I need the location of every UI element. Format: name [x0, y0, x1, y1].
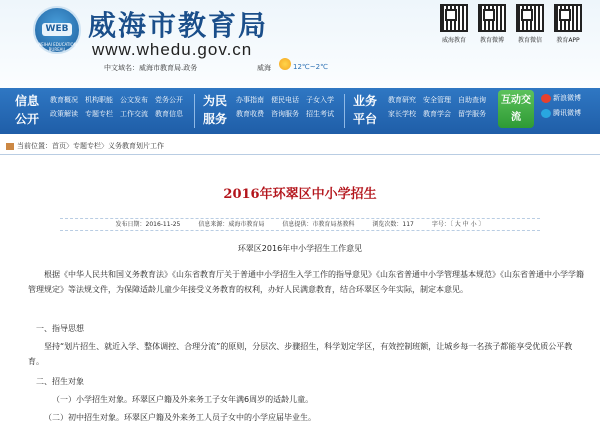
tencent-weibo-icon	[541, 109, 551, 118]
article-paragraph: （一）小学招生对象。环翠区户籍及外来务工子女年满6周岁的适龄儿童。	[52, 395, 314, 404]
breadcrumb-item-current[interactable]: 义务教育划片工作	[108, 142, 164, 150]
nav-link[interactable]: 专题专栏	[85, 110, 113, 118]
nav-link[interactable]: 教育收费	[236, 110, 264, 118]
weather-temp: 12℃~2℃	[293, 63, 328, 71]
nav-link[interactable]: 教育研究	[388, 96, 416, 104]
article-paragraph: （二）初中招生对象。环翠区户籍及外来务工人员子女中的小学应届毕业生。	[44, 413, 316, 422]
sina-weibo-icon	[541, 94, 551, 103]
qr-code-icon[interactable]	[478, 4, 506, 32]
nav-link[interactable]: 机构职能	[85, 96, 113, 104]
sina-weibo-label: 新浪微博	[553, 94, 581, 102]
nav-link[interactable]: 家长学校	[388, 110, 416, 118]
logo-ring-text: WEIHAI EDUCATION BUREAU	[37, 42, 77, 52]
qr-label: 教育APP	[556, 37, 580, 44]
breadcrumb-divider	[0, 154, 600, 155]
site-name[interactable]: 威海市教育局	[88, 9, 269, 42]
interact-button[interactable]: 互动交流	[498, 90, 534, 128]
domain-value: 威海市教育局.政务	[139, 64, 198, 72]
weather-city: 威海	[257, 64, 271, 72]
qr-label: 教育微信	[517, 37, 542, 44]
qr-code-icon[interactable]	[554, 4, 582, 32]
nav-link[interactable]: 公文发布	[120, 96, 148, 104]
nav-link[interactable]: 教育概况	[50, 96, 78, 104]
logo-web-text: WEB	[42, 23, 72, 36]
meta-source: 信息来源：威海市教育局	[198, 221, 265, 228]
nav-link[interactable]: 政策解读	[50, 110, 78, 118]
tencent-weibo-link[interactable]	[541, 106, 581, 121]
nav-link[interactable]: 安全管理	[423, 96, 451, 104]
breadcrumb-sep: 〉	[101, 142, 108, 150]
qr-label: 教育微博	[479, 37, 504, 44]
sun-icon	[279, 58, 291, 70]
nav-link[interactable]: 子女入学	[306, 96, 334, 104]
article-title: 2016年环翠区中小学招生	[223, 187, 377, 202]
article-paragraph: 根据《中华人民共和国义务教育法》《山东省教育厅关于普通中小学招生入学工作的指导意见》《山东省普通中小学管理基本规范》《山东省普通中小学学籍管理规定》等法规文件，为保障适龄儿童少年接受义务教育的权利，办好人民满意教育，结合环翠区今年实际，制定本意见。	[28, 270, 584, 294]
nav-link[interactable]: 教育信息	[155, 110, 183, 118]
chinese-domain	[104, 63, 197, 73]
breadcrumb-sep: 〉	[66, 142, 73, 150]
nav-link[interactable]: 教育学会	[423, 110, 451, 118]
nav-link[interactable]: 自助查询	[458, 96, 486, 104]
sina-weibo-link[interactable]	[541, 91, 581, 106]
weibo-links	[541, 91, 581, 121]
font-size-switch[interactable]: 字号：〔 大 中 小 〕	[431, 221, 485, 228]
nav-group-title-service[interactable]: 为民服务	[202, 94, 227, 126]
nav-link[interactable]: 招生考试	[306, 110, 334, 118]
nav-link[interactable]: 便民电话	[271, 96, 299, 104]
breadcrumb-prefix: 当前位置：	[17, 142, 52, 150]
qr-code-icon[interactable]	[516, 4, 544, 32]
section-heading: 二、招生对象	[36, 377, 84, 386]
nav-link[interactable]: 办事指南	[236, 96, 264, 104]
site-header	[0, 0, 600, 88]
meta-provider: 信息提供：市教育局基教科	[282, 221, 355, 228]
nav-group-platform-links	[388, 93, 493, 121]
meta-views: 浏览次数：117	[372, 221, 414, 228]
article-paragraph: 坚持“划片招生、就近入学、整体调控、合理分流”的原则，分层次、步骤招生，科学划定学区，有效控制班额，让城乡每一名孩子都能享受优质公平教育。	[28, 342, 573, 366]
breadcrumb-item-topics[interactable]: 专题专栏	[73, 142, 101, 150]
nav-link[interactable]: 工作交流	[120, 110, 148, 118]
site-logo[interactable]	[33, 6, 81, 54]
tencent-weibo-label: 腾讯微博	[553, 109, 581, 117]
section-heading: 一、指导思想	[36, 324, 84, 333]
qr-code-icon[interactable]	[440, 4, 468, 32]
nav-divider	[344, 94, 345, 128]
domain-label: 中文域名：	[104, 64, 139, 72]
breadcrumb-item-home[interactable]: 首页	[52, 142, 66, 150]
nav-link[interactable]: 留学服务	[458, 110, 486, 118]
nav-group-service-links	[236, 93, 341, 121]
nav-divider	[194, 94, 195, 128]
article-meta	[60, 218, 540, 231]
nav-link[interactable]: 咨询服务	[271, 110, 299, 118]
breadcrumb	[6, 141, 164, 151]
nav-group-title-platform[interactable]: 业务平台	[352, 94, 377, 126]
qr-label: 威海教育	[441, 37, 466, 44]
article-subtitle: 环翠区2016年中小学招生工作意见	[237, 244, 363, 253]
meta-date: 发布日期：2016-11-25	[115, 221, 181, 228]
nav-link[interactable]: 党务公开	[155, 96, 183, 104]
nav-group-title-info[interactable]: 信息公开	[14, 94, 39, 126]
home-icon	[6, 143, 14, 150]
nav-group-info-links	[50, 93, 190, 121]
site-url: www.whedu.gov.cn	[92, 40, 253, 59]
